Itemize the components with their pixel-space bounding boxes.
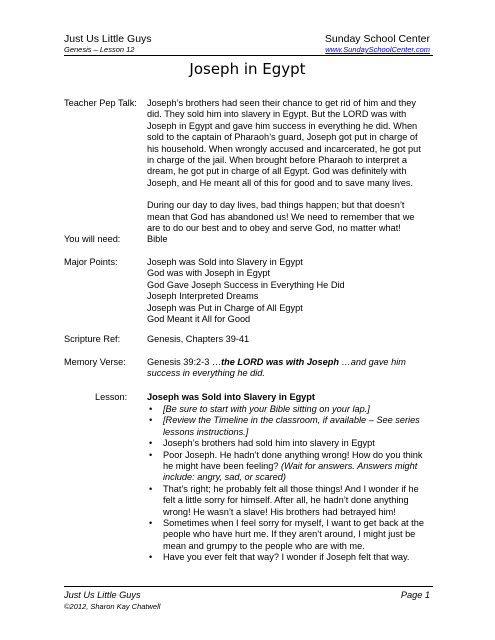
major-points-label: Major Points: [64, 257, 118, 267]
header-site-link[interactable]: www.SundaySchoolCenter.com [325, 45, 430, 54]
need-value: Bible [147, 234, 168, 244]
header-lesson-ref: Genesis – Lesson 12 [64, 45, 135, 54]
major-points-list [147, 257, 429, 325]
pep-talk-body [147, 98, 429, 234]
memory-verse-label: Memory Verse: [64, 357, 126, 367]
pep-talk-paragraph-1: Joseph’s brothers had seen their chance to get rid of him and they did. They sold him into slavery in Egypt. But the LORD was with Joseph in Egypt and gave him success in everything he did. When sold to the captain of Pharaoh’s guard, Joseph got put in charge of his household. When wrongly accused and incarcerated, he got put in charge of the jail. When brought before Pharaoh to interpret a dream, he got put in charge of all Egypt. God was definitely with Joseph, and He meant all of this for good and to save many lives. [147, 98, 421, 188]
footer-page-number: Page 1 [400, 590, 430, 600]
list-item: • Joseph’s brothers had sold him into slavery in Egypt [149, 438, 375, 449]
list-item: • [Review the Timeline in the classroom, if available – See series lessons instructions.] [149, 415, 420, 437]
bullet-icon: • [149, 518, 153, 529]
scripture-value: Genesis, Chapters 39-41 [147, 334, 250, 344]
pep-talk-label: Teacher Pep Talk: [64, 98, 137, 108]
major-point: God Gave Joseph Success in Everything He Did [147, 279, 345, 290]
bullet-icon: • [149, 552, 153, 563]
footer-series-title: Just Us Little Guys [64, 590, 141, 600]
list-item: • [Be sure to start with your Bible sitting on your lap.] [149, 404, 370, 414]
memory-verse-rest: …and gave him success in everything he did. [147, 357, 406, 379]
bullet-icon: • [149, 449, 153, 460]
lesson-bullets [147, 404, 432, 564]
major-point: Joseph was Sold into Slavery in Egypt [147, 257, 303, 267]
list-item: • That’s right; he probably felt all those things! And I wonder if he felt a little sorry for himself. After all, he hadn’t done anything wrong! He wasn’t a slave! His brothers had betrayed him! [149, 483, 419, 517]
need-label: You will need: [64, 234, 121, 244]
header-divider [64, 55, 433, 56]
scripture-label: Scripture Ref: [64, 334, 121, 344]
memory-verse-ref: Genesis 39:2-3 … [147, 357, 222, 367]
major-point: God was with Joseph in Egypt [147, 268, 271, 279]
list-item: • Sometimes when I feel sorry for myself, I want to get back at the people who have hurt me. If they aren’t around, I might just be mean and grumpy to the people who are with me. [149, 518, 424, 551]
major-point: Joseph Interpreted Dreams [147, 291, 259, 302]
memory-verse [147, 357, 429, 380]
footer-copyright: ©2012, Sharon Kay Chatwell [64, 602, 161, 611]
bullet-icon: • [149, 438, 153, 449]
page-title: Joseph in Egypt [189, 60, 306, 78]
lesson-label: Lesson: [95, 392, 128, 402]
major-point: God Meant it All for Good [147, 314, 251, 325]
footer-divider [64, 586, 433, 587]
bullet-icon: • [149, 415, 153, 426]
pep-talk-paragraph-2: During our day to day lives, bad things happen; but that doesn’t mean that God has abandoned us! We need to remember that we are to do our best and to obey and serve God, no matter what! [147, 200, 415, 234]
list-item: • Poor Joseph. He hadn’t done anything wrong! How do you think he might have been feeling? (Wait for answers. Answers might include: angry, sad, or scared) [149, 449, 423, 483]
header-series-title: Just Us Little Guys [64, 33, 152, 45]
lesson-heading: Joseph was Sold into Slavery in Egypt [147, 392, 315, 402]
memory-verse-key-phrase: the LORD was with Joseph [221, 357, 339, 367]
list-item: • Have you ever felt that way? I wonder if Joseph felt that way. [149, 552, 410, 563]
major-point: Joseph was Put in Charge of All Egypt [147, 302, 303, 313]
bullet-icon: • [149, 483, 153, 494]
header-site-name: Sunday School Center [324, 33, 430, 45]
bullet-icon: • [149, 404, 153, 414]
